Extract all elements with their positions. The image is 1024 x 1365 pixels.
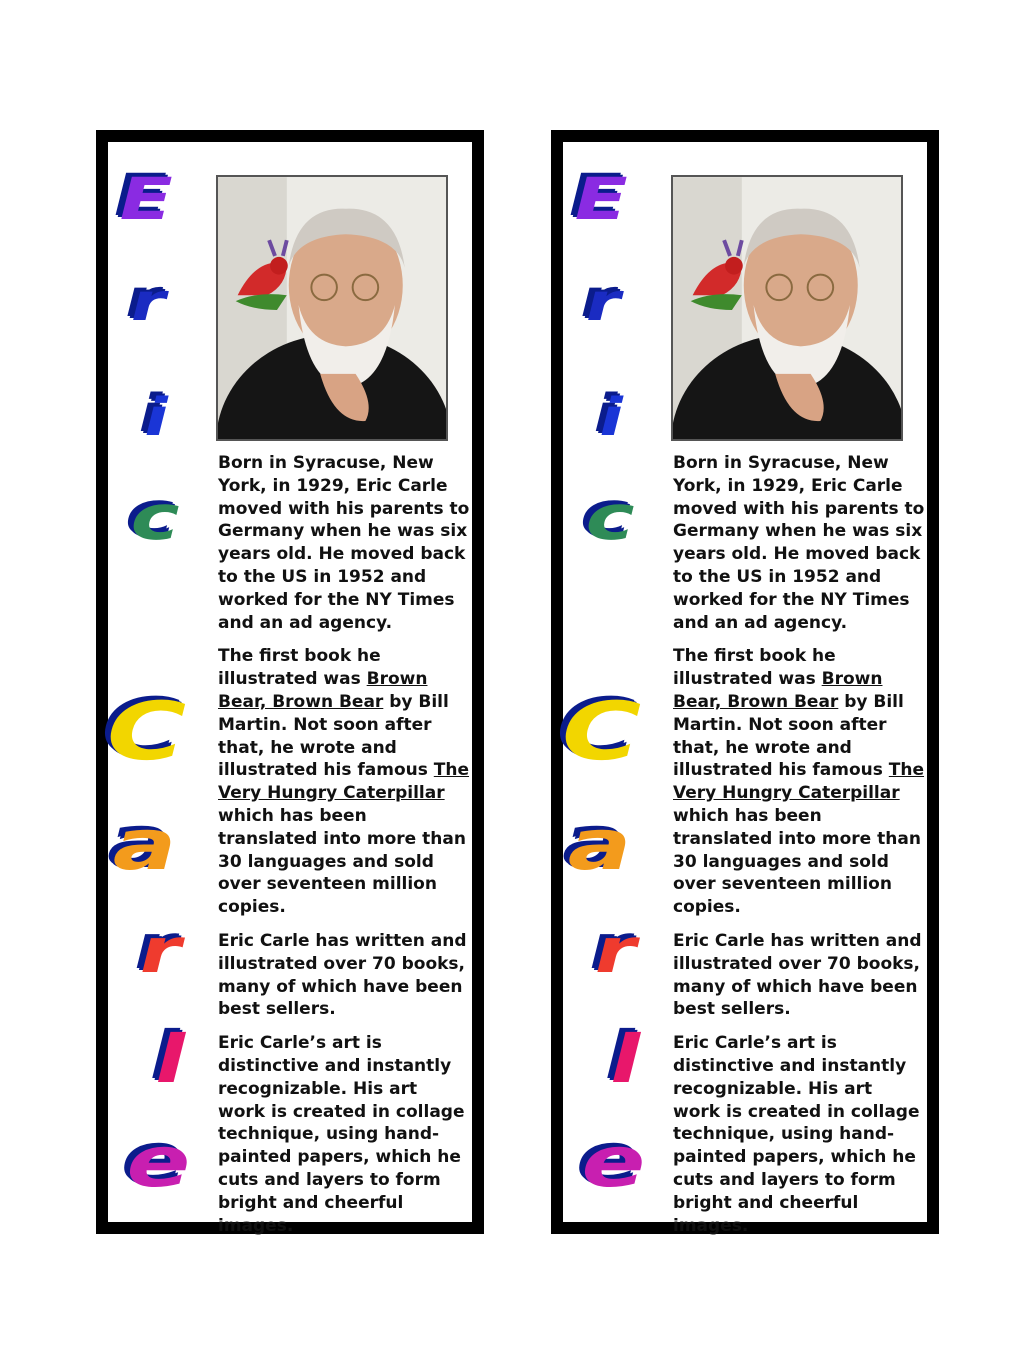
bio-paragraph-art-style: Eric Carle’s art is distinctive and instantly recognizable. His art work is created in collage technique, using hand-painted papers, which he cuts and layers to form bright and cheerful images. xyxy=(218,1033,465,1236)
bio-paragraph-books-count: Eric Carle has written and illustrated over 70 books, many of which have been best sellers. xyxy=(218,930,467,1020)
book-title-brown-bear: Brown Bear, Brown Bear xyxy=(673,669,883,712)
bookmark-right xyxy=(551,130,939,1234)
wordart-letter: e xyxy=(117,1121,203,1203)
wordart-letter: E xyxy=(565,165,637,233)
bookmark-left xyxy=(96,130,484,1234)
text-run: The first book he illustrated was xyxy=(673,646,836,690)
wordart-letter: c xyxy=(122,481,191,554)
author-photo xyxy=(216,175,448,441)
wordart-letter: i xyxy=(137,388,177,448)
bio-paragraph-birth: Born in Syracuse, New York, in 1929, Eric Carle moved with his parents to Germany when he was six years old. He moved back to the US in 1952 and worked for the NY Times and an ad agency. xyxy=(673,453,925,633)
text-run: by Bill Martin. Not soon after that, he wrote and illustrated his famous xyxy=(673,691,904,781)
wordart-letter: C xyxy=(549,685,652,778)
vertical-name-wordart xyxy=(549,142,673,1222)
text-run: The first book he illustrated was xyxy=(218,646,381,690)
wordart-letter: r xyxy=(131,914,192,987)
bio-paragraph-birth: Born in Syracuse, New York, in 1929, Eric Carle moved with his parents to Germany when he was six years old. He moved back to the US in 1952 and worked for the NY Times and an ad agency. xyxy=(218,453,470,633)
wordart-letter: C xyxy=(94,685,197,778)
author-photo xyxy=(671,175,903,441)
bio-text xyxy=(218,452,470,1248)
book-title-hungry-caterpillar: The Very Hungry Caterpillar xyxy=(673,760,925,804)
vertical-name-wordart xyxy=(94,142,218,1222)
book-title-hungry-caterpillar: The Very Hungry Caterpillar xyxy=(218,760,470,804)
bio-text xyxy=(673,452,925,1248)
wordart-letter: r xyxy=(586,914,647,987)
wordart-letter: e xyxy=(572,1121,658,1203)
wordart-letter: i xyxy=(592,388,632,448)
wordart-letter: l xyxy=(146,1021,197,1098)
wordart-letter: a xyxy=(103,804,188,886)
wordart-letter: E xyxy=(110,165,182,233)
bio-paragraph-art-style: Eric Carle’s art is distinctive and instantly recognizable. His art work is created in collage technique, using hand-painted papers, which he cuts and layers to form bright and cheerful images. xyxy=(673,1033,920,1236)
bio-paragraph-first-book xyxy=(673,645,925,919)
wordart-letter: r xyxy=(579,273,629,333)
wordart-letter: l xyxy=(601,1021,652,1098)
wordart-letter: a xyxy=(558,804,643,886)
author-photo-image xyxy=(673,177,901,439)
book-title-brown-bear: Brown Bear, Brown Bear xyxy=(218,669,428,712)
text-run: which has been translated into more than 30 languages and sold over seventeen million copies. xyxy=(673,805,921,918)
author-photo-image xyxy=(218,177,446,439)
wordart-letter: r xyxy=(124,273,174,333)
wordart-letter: c xyxy=(577,481,646,554)
bio-paragraph-first-book xyxy=(218,645,470,919)
text-run: which has been translated into more than 30 languages and sold over seventeen million copies. xyxy=(218,805,466,918)
text-run: by Bill Martin. Not soon after that, he wrote and illustrated his famous xyxy=(218,691,449,781)
bio-paragraph-books-count: Eric Carle has written and illustrated over 70 books, many of which have been best sellers. xyxy=(673,930,922,1020)
